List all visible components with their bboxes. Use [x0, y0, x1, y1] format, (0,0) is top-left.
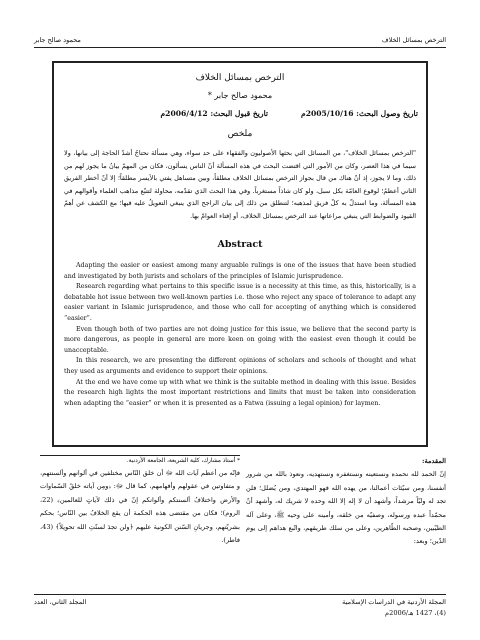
author-footnote: * أستاذ مشارك، كلية الشريعة، الجامعة الأردنية. — [40, 455, 240, 464]
introduction-text: إنّ الحمد لله نحمده ونستعينه ونستغفره ونستهديه، ونعوذ بالله من شرور أنفسنا، ومن سيّئات أعمالنا، من يهده الله فهو المهتدي، ومن يُضلل؛ فلن تجد له وليّاً مرشداً، وأشهد أن لا إله إلا الله وحده لا شريك له، وأشهد أنّ محمّداً عبده ورسوله، وصفيّه من خلقه، وأمينه على وحيه ﷺ، وعلى آله الطيّبين، وصحبه الطّاهرين، وعلى من سلك طريقهم، واتّبع هداهم إلى يوم الدّين؛ وبعد: — [246, 470, 446, 546]
abstract-heading: Abstract — [217, 239, 263, 250]
received-date: تاريخ وصول البحث: 2005/10/16م — [300, 109, 418, 118]
paper-author: محمود صالح جابر * — [207, 91, 273, 100]
introduction-heading: المقدمة: — [422, 457, 446, 465]
body-column-left: فإنّه من أعظم آيات الله ﷻ أن خلق النّاس مختلفين في ألوانهم وألسنتهم، و متفاوتين في عقولهم وأفهامهم، كما قال ﷻ: ﴿ومِن آياته خلقُ السّماوات والأرض واختلافُ ألسنتكم وألوانكم إنّ في ذلك لآياتٍ للعالمين﴾ (22، الروم)؛ فكان من مقتضى هذه الحكمة أن يقع الخلافُ بين النّاس؛ بحكم بشريّتهم، وجريانِ السّنن الكونية عليهم ﴿ولن تجدَ لسنّتِ الله تحويلاً﴾ (43، فاطر). — [40, 469, 240, 545]
body-column-right — [246, 455, 446, 549]
abstract-paragraph: In this research, we are presenting the different opinions of scholars and schools of thought and what they used as arguments and evidence to support their opinions. — [64, 357, 416, 375]
journal-name: المجلة الأردنية في الدراسات الإسلامية — [342, 598, 446, 606]
running-footer — [34, 594, 446, 617]
abstract-paragraph: At the end we have come up with what we think is the suitable method in dealing with this issue. Besides the research high lights the most important restrictions and limits that must be taken into consideration when adapting the “easier” or when it is presented as a Fatwa (issuing a legal opinion) for laymen. — [64, 378, 416, 407]
title-box — [52, 61, 428, 447]
abstract-paragraph: Adapting the easier or easiest among many arguable rulings is one of the issues that have been studied and investigated by both jurists and scholars of the principles of Islamic jurisprudence. — [64, 262, 416, 280]
summary-heading: ملخص — [227, 129, 253, 139]
journal-volume: المجلد الثاني، العدد — [34, 598, 87, 606]
paper-title: الترخص بمسائل الخلاف — [195, 73, 285, 83]
accepted-date: تاريخ قبول البحث: 2006/4/12م — [160, 109, 268, 118]
abstract-body — [64, 261, 416, 409]
header-author: محمود صالح جابر — [34, 36, 81, 44]
journal-issue-date: (4)، 1427 هـ/2006م — [385, 609, 446, 617]
abstract-paragraph: Research regarding what pertains to this specific issue is a necessity at this time, as this, historically, is a debatable hot issue between two well-known parties i.e. those who reject any space of tolerance to adapt any easier variant in Islamic jurisprudence, and those who call for accepting of anything which is considered “easier”. — [64, 283, 416, 322]
running-header — [34, 36, 446, 48]
header-title: الترخص بمسائل الخلاف — [381, 36, 446, 44]
abstract-paragraph: Even though both of two parties are not doing justice for this issue, we believe that the second party is more dangerous, as people in general are more keen on going with the easiest even though it could be unacceptable. — [64, 325, 416, 354]
arabic-summary: "الترخص بمسائل الخلاف"، من المسائل التي بحثها الأصوليون والفقهاء على حد سواء، وهي مسألة نحتاجُ أشدّ الحاجة إلى بيانها، ولا سيما في هذا العصر، وكان من الأمور التي اقتضت البحث في هذه المسألة أنّ الناس يسألون، فكان من المهمّ بيانُ ما يجوز لهم من ذلك، وما لا يجوز، إذ أنّ هناك من قال بجواز الترخص بمسائل الخلاف مطلقاً، وبين متساهل يفتي بالأيسر مطلقاً؛ إلا أنّ أخطر الفريق الثاني أعظمُ؛ لوقوع العامّة بكل سبل، ولو كان شاذاً مستغرباً. وفي هذا البحث الذي تقدّمه، محاولة لتتبّع مذاهب العلماء وأقوالهم في هذه المسألة، وما استدلّ به كلّ فريق لمذهبه؛ لتنطلق من ذلك إلى بيان الراجح الذي ينبغي التعويلُ عليه فيها؛ مع الكشف عن أهمّ القيود والضوابط التي ينبغي مراعاتها عند الترخص بمسائل الخلاف، أو إفتاء العوامّ بها. — [64, 149, 416, 220]
